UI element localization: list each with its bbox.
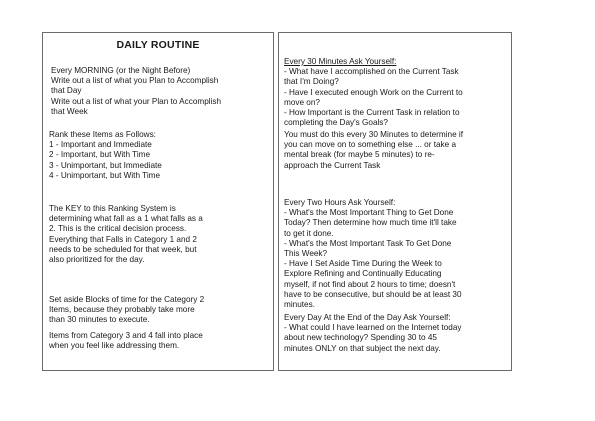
rank-item: 2 - Important, but With Time — [49, 150, 151, 160]
two-hours-line: myself, if not find about 2 hours to time; doesn't — [284, 279, 456, 289]
morning-section — [49, 66, 267, 117]
end-of-day-heading: Every Day At the End of the Day Ask Yourself: — [284, 313, 451, 322]
cat34-line: when you feel like addressing them. — [49, 341, 180, 351]
ask-yourself-card — [278, 32, 512, 371]
thirty-minutes-line: that I'm Doing? — [284, 77, 339, 87]
blocks-line: Items, because they probably take more — [49, 305, 195, 315]
end-of-day-line: minutes ONLY on that subject the next day. — [284, 343, 441, 353]
daily-routine-card — [42, 32, 274, 371]
two-hours-line: - Have I Set Aside Time During the Week to — [284, 259, 442, 269]
rank-item: 4 - Unimportant, but With Time — [49, 170, 161, 180]
daily-routine-content — [49, 33, 267, 370]
two-hours-line: - What's the Most Important Task To Get Done — [284, 238, 452, 248]
morning-heading: Every MORNING (or the Night Before) — [51, 66, 191, 75]
page-title: DAILY ROUTINE — [116, 39, 200, 51]
thirty-minutes-heading: Every 30 Minutes Ask Yourself: — [284, 57, 397, 66]
two-hours-line: to get it done. — [284, 228, 334, 238]
key-paragraph — [49, 204, 267, 265]
cat34-line: Items from Category 3 and 4 fall into place — [49, 331, 203, 340]
key-line: The KEY to this Ranking System is — [49, 204, 176, 213]
rank-heading: Rank these Items as Follows: — [49, 130, 156, 139]
must-line: approach the Current Task — [284, 160, 381, 170]
blocks-line: than 30 minutes to execute. — [49, 315, 150, 325]
thirty-minutes-line: completing the Day's Goals? — [284, 118, 388, 128]
thirty-minutes-line: - How Important is the Current Task in relation to — [284, 108, 460, 118]
two-hours-line: minutes. — [284, 300, 315, 310]
two-hours-line: This Week? — [284, 249, 328, 259]
ask-yourself-content — [284, 33, 505, 370]
end-of-day-line: about new technology? Spending 30 to 45 — [284, 333, 437, 343]
two-hours-line: Today? Then determine how much time it'll take — [284, 218, 457, 228]
end-of-day-section — [284, 313, 505, 354]
thirty-minutes-section — [284, 57, 505, 128]
must-line: You must do this every 30 Minutes to determine if — [284, 130, 464, 139]
two-hours-section — [284, 198, 505, 310]
rank-item: 1 - Important and Immediate — [49, 140, 152, 150]
two-hours-line: Explore Refining and Continually Educating — [284, 269, 442, 279]
thirty-minutes-line: - Have I executed enough Work on the Current to — [284, 87, 463, 97]
must-paragraph — [284, 130, 505, 171]
two-hours-line: have to be consecutive, but should be at least 30 — [284, 289, 462, 299]
must-line: mental break (for maybe 5 minutes) to re- — [284, 150, 435, 160]
morning-line: that Week — [51, 106, 88, 116]
two-hours-line: - What's the Most Important Thing to Get Done — [284, 208, 454, 218]
morning-line: Write out a list of what your Plan to Accomplish — [51, 96, 222, 106]
end-of-day-line: - What could I have learned on the Internet today — [284, 323, 462, 333]
must-line: you can move on to something else ... or take a — [284, 140, 457, 150]
two-hours-heading: Every Two Hours Ask Yourself: — [284, 198, 396, 207]
key-line: also prioritized for the day. — [49, 255, 145, 265]
category-3-4-paragraph — [49, 331, 267, 351]
key-line: Everything that Falls in Category 1 and 2 — [49, 234, 197, 244]
blocks-paragraph — [49, 295, 267, 326]
key-line: 2. This is the critical decision process. — [49, 224, 187, 234]
morning-line: Write out a list of what you Plan to Accomplish — [51, 76, 219, 86]
rank-item: 3 - Unimportant, but Immediate — [49, 160, 162, 170]
rank-section — [49, 130, 267, 181]
thirty-minutes-line: - What have I accomplished on the Current Task — [284, 67, 459, 77]
thirty-minutes-line: move on? — [284, 97, 320, 107]
key-line: determining what fall as a 1 what falls as a — [49, 214, 203, 224]
morning-line: that Day — [51, 86, 82, 96]
blocks-line: Set aside Blocks of time for the Category 2 — [49, 295, 205, 304]
key-line: needs to be scheduled for that week, but — [49, 244, 197, 254]
